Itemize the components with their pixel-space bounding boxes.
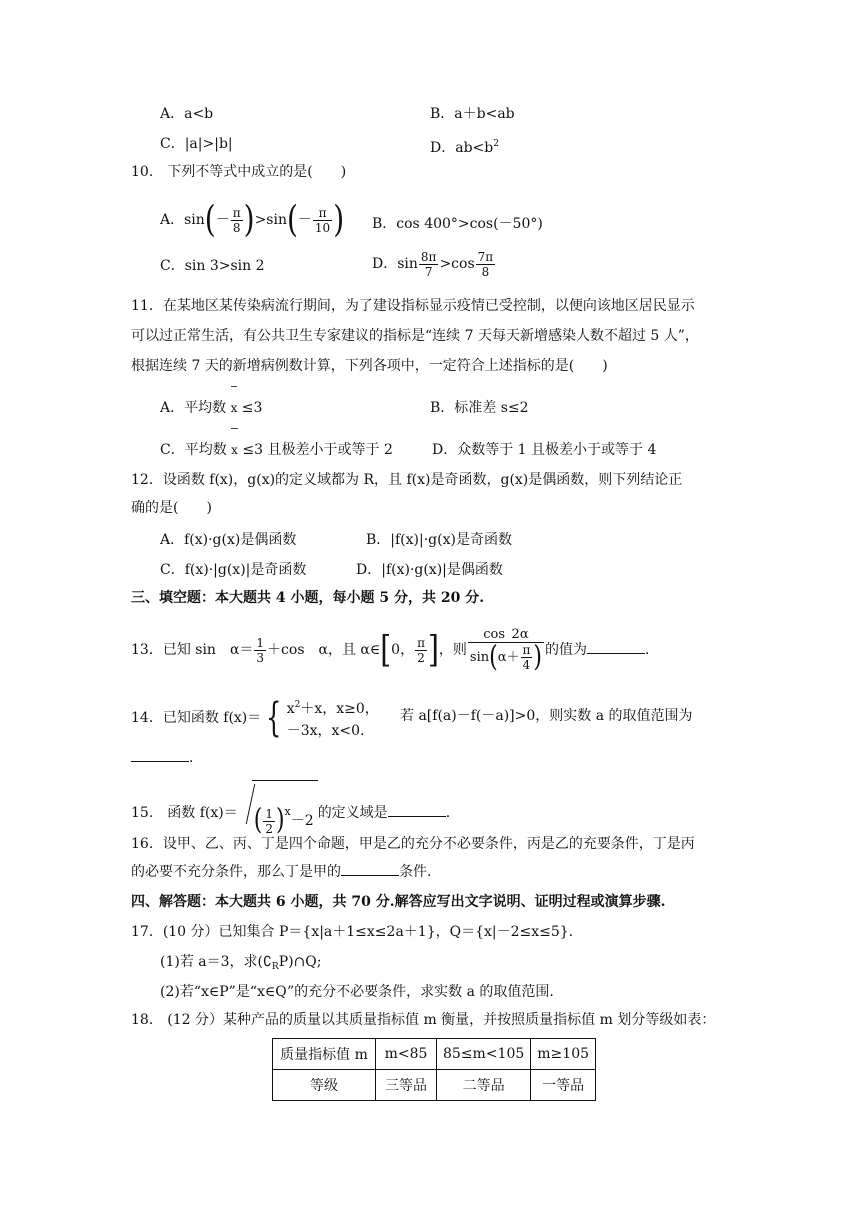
table-cell: 等级 [273,1070,376,1101]
table-header-row [273,1039,596,1070]
q16-answer-blank[interactable] [341,863,399,876]
q10-option-b: B．cos 400°>cos(－50°) [372,216,543,232]
q12-option-b: B．|f(x)|·g(x)是奇函数 [366,532,512,548]
q11-option-c: C．平均数 x ≤3 且极差小于或等于 2 [160,442,393,458]
q17-part-2: (2)若“x∈P”是“x∈Q”的充分不必要条件，求实数 a 的取值范围. [160,984,554,1000]
q9-option-d: D．$ab<b^2$ [430,139,499,156]
q12-option-a: A．f(x)·g(x)是偶函数 [160,532,297,548]
section-4-heading: 四、解答题：本大题共 6 小题，共 70 分.解答应写出文字说明、证明过程或演算步骤. [131,894,666,910]
table-row [273,1070,596,1101]
section-3-heading: 三、填空题：本大题共 4 小题，每小题 5 分，共 20 分. [131,590,485,606]
q10-option-c: C．sin 3>sin 2 [160,258,265,274]
q11-line-2: 可以过正常生活，有公共卫生专家建议的指标是“连续 7 天每天新增感染人数不超过 5 人”， [131,328,699,344]
q17-part-1: (1)若 a＝3，求$(∁_RP)\cap Q$; [160,954,322,972]
q15: 15. 函数 f(x)＝ ( $\frac{1}{2}$ )$^x$－2 的定义域是 . [131,780,450,846]
q14-answer-blank[interactable] [131,749,189,762]
q10-option-d: D．sin $\frac{8\pi}{7}$ >cos $\frac{7\pi}{8}$ [372,249,494,279]
table-cell: 85≤m<105 [437,1039,531,1070]
q12-option-c: C．f(x)·|g(x)|是奇函数 [160,562,307,578]
q16-line-1: 16．设甲、乙、丙、丁是四个命题，甲是乙的充分不必要条件，丙是乙的充要条件，丁是丙 [131,836,695,852]
q9-option-c: C．|a|>|b| [160,136,233,152]
q12-option-d: D．|f(x)·g(x)|是偶函数 [356,562,503,578]
q14-condition: 若 a[f(a)－f(－a)]>0，则实数 a 的取值范围为 [400,708,693,724]
q10-stem: 10. 下列不等式中成立的是( ) [131,164,347,180]
table-cell: m<85 [376,1039,437,1070]
q12-line-1: 12．设函数 f(x)，g(x)的定义域都为 R，且 f(x)是奇函数，g(x)是偶函数，则下列结论正 [131,472,683,488]
q11-option-b: B．标准差 s≤2 [430,400,529,416]
table-cell: 质量指标值 m [273,1039,376,1070]
q13: 13．已知 sin α＝ $\frac{1}{3}$ ＋cos α，且 α∈[0， $\frac{\pi}{2}$ ]，则 cos 2α sin(α＋ $\frac{\pi}{4}$ ) 的值为 . [131,627,650,674]
q16-line-2: 的必要不充分条件，那么丁是甲的 条件. [131,864,432,880]
q11-line-1: 11．在某地区某传染病流行期间，为了建设指标显示疫情已受控制，以便向该地区居民显示 [131,298,695,314]
q9-option-b: B．a＋b<ab [430,106,515,122]
q11-option-a: A．平均数 x ≤3 [160,400,263,416]
q17-stem: 17．(10 分）已知集合 P＝{x|a＋1≤x≤2a＋1}，Q＝{x|－2≤x≤5}. [131,924,574,940]
table-cell: 三等品 [376,1070,437,1101]
q13-answer-blank[interactable] [587,641,645,654]
q9-option-a: A．a<b [160,106,214,122]
q14: 14．已知函数 f(x)＝ { $x^2+x$，x≥0， －3x，x<0. [131,695,379,741]
table-cell: m≥105 [531,1039,596,1070]
table-cell: 一等品 [531,1070,596,1101]
q14-answer: . [131,748,193,768]
q11-option-d: D．众数等于 1 且极差小于或等于 4 [432,442,657,458]
q10-option-a: A．sin(－ $\frac{\pi}{8}$ )>sin(－ $\frac{\pi}{10}$ ) [160,197,345,241]
q18-stem: 18. (12 分）某种产品的质量以其质量指标值 m 衡量，并按照质量指标值 m 划分等级如表： [131,1012,716,1028]
q11-line-3: 根据连续 7 天的新增病例数计算，下列各项中，一定符合上述指标的是( ) [131,358,608,374]
table-cell: 二等品 [437,1070,531,1101]
q12-line-2: 确的是( ) [131,500,212,516]
q15-answer-blank[interactable] [388,804,446,817]
grade-table [272,1038,596,1101]
